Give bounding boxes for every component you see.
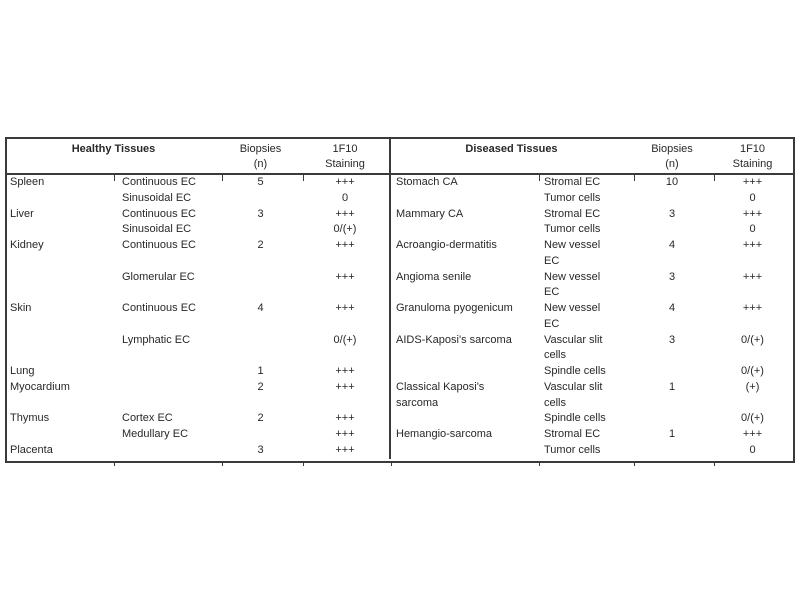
header-line-1f10: 1F10	[739, 143, 766, 155]
table-cell	[7, 396, 112, 412]
table-cell	[389, 317, 537, 333]
table-cell: 3	[668, 207, 676, 220]
table-cell	[112, 380, 220, 396]
table-cell	[220, 191, 301, 207]
table-cell	[112, 396, 220, 412]
header-staining-left	[301, 139, 389, 173]
table-cell: Stromal EC	[544, 176, 601, 188]
table-cell: Angioma senile	[389, 270, 537, 286]
header-healthy-tissues: Healthy Tissues	[71, 143, 156, 155]
table-cell: +++	[335, 270, 355, 283]
table-cell: New vessel	[544, 302, 601, 315]
table-cell: 1	[257, 365, 264, 378]
table-cell: +++	[742, 428, 763, 441]
table-cell: 0/(+)	[741, 365, 764, 378]
grid-tick	[539, 461, 540, 466]
table-cell: Kidney	[10, 239, 44, 252]
grid-tick	[114, 461, 115, 466]
table-cell: 2	[257, 380, 264, 393]
table-cell	[7, 191, 112, 207]
table-cell	[7, 254, 112, 270]
table-cell: Tumor cells	[544, 191, 601, 204]
table-cell: Continuous EC	[122, 302, 196, 315]
table-cell: +++	[335, 428, 355, 441]
table-row	[7, 333, 793, 349]
table-cell: New vessel	[544, 270, 601, 283]
table-cell: +++	[742, 270, 763, 283]
table-cell	[112, 348, 220, 364]
table-cell	[632, 285, 712, 301]
table-cell: cells	[544, 396, 567, 409]
table-cell: Mammary CA	[389, 207, 537, 223]
table-cell: +++	[742, 176, 763, 188]
table-cell	[220, 333, 301, 349]
table-cell	[712, 396, 793, 412]
table-cell	[632, 222, 712, 238]
table-cell	[112, 254, 220, 270]
grid-tick	[634, 461, 635, 466]
table-cell	[220, 222, 301, 238]
table-cell	[632, 396, 712, 412]
table-cell: Medullary EC	[122, 428, 189, 441]
table-cell	[632, 411, 712, 427]
table-cell	[220, 270, 301, 286]
table-cell: (+)	[745, 380, 760, 393]
table-cell	[632, 364, 712, 380]
table-cell: Tumor cells	[544, 223, 601, 236]
table-cell	[389, 348, 537, 364]
grid-tick	[391, 461, 392, 466]
table-cell	[7, 427, 112, 443]
grid-tick	[222, 461, 223, 466]
table-cell: Spindle cells	[544, 365, 606, 378]
table-cell	[220, 396, 301, 412]
table-cell: Sinusoidal EC	[122, 223, 192, 236]
table-cell	[7, 333, 112, 349]
table-cell	[389, 411, 537, 427]
table-cell: Vascular slit	[544, 380, 603, 393]
table-cell: 1	[668, 380, 676, 393]
table-cell	[7, 270, 112, 286]
table-cell: 4	[668, 302, 676, 315]
header-line-n: (n)	[253, 158, 268, 170]
grid-tick	[303, 461, 304, 466]
table-cell	[220, 254, 301, 270]
table-cell	[389, 222, 537, 238]
table-header-row	[7, 139, 793, 175]
table-cell: Acroangio-dermatitis	[389, 238, 537, 254]
table-row	[7, 191, 793, 207]
table-cell	[712, 254, 793, 270]
grid-tick	[714, 173, 715, 181]
table-cell	[301, 285, 389, 301]
table-row	[7, 364, 793, 380]
table-cell: +++	[742, 302, 763, 315]
table-cell: 0/(+)	[741, 333, 764, 346]
table-cell: Stomach CA	[389, 175, 537, 191]
table-cell: +++	[742, 239, 763, 252]
table-cell: Liver	[10, 207, 34, 220]
table-cell: Tumor cells	[544, 444, 601, 457]
table-cell	[301, 254, 389, 270]
table-cell	[712, 285, 793, 301]
table-row	[7, 285, 793, 301]
table-cell: 2	[257, 239, 264, 252]
table-cell	[7, 222, 112, 238]
table-row	[7, 396, 793, 412]
header-biopsies-left	[220, 139, 301, 173]
table-cell: Granuloma pyogenicum	[389, 301, 537, 317]
table-cell: 0	[749, 223, 756, 236]
table-cell: Continuous EC	[122, 207, 196, 220]
grid-tick	[634, 173, 635, 181]
header-line-staining: Staining	[732, 158, 773, 170]
table-row	[7, 427, 793, 443]
table-cell	[632, 348, 712, 364]
table-cell	[7, 348, 112, 364]
grid-tick	[114, 173, 115, 181]
table-cell: 3	[668, 333, 676, 346]
grid-tick	[222, 173, 223, 181]
table-row	[7, 207, 793, 223]
table-row	[7, 254, 793, 270]
table-cell: Hemangio-sarcoma	[389, 427, 537, 443]
table-cell: 0	[749, 444, 756, 457]
table-cell	[632, 191, 712, 207]
table-cell: cells	[544, 349, 567, 362]
table-cell: +++	[335, 444, 355, 457]
table-cell	[7, 317, 112, 333]
table-cell: 4	[257, 302, 264, 315]
table-cell: Vascular slit	[544, 333, 603, 346]
table-cell	[301, 396, 389, 412]
table-cell: +++	[335, 302, 355, 315]
table-cell: Continuous EC	[122, 239, 196, 252]
table-cell	[220, 317, 301, 333]
table-cell: +++	[335, 239, 355, 252]
table-cell	[389, 191, 537, 207]
table-row	[7, 411, 793, 427]
table-row	[7, 348, 793, 364]
table-cell	[712, 317, 793, 333]
table-cell	[112, 317, 220, 333]
table-row	[7, 443, 793, 459]
table-row	[7, 301, 793, 317]
table-cell: Sinusoidal EC	[122, 191, 192, 204]
table-cell	[301, 348, 389, 364]
table-row	[7, 175, 793, 191]
table-cell: 3	[257, 444, 264, 457]
header-line-biopsies: Biopsies	[239, 143, 282, 155]
table-cell	[7, 285, 112, 301]
table-cell: EC	[544, 286, 560, 299]
table-cell: Lymphatic EC	[122, 333, 191, 346]
header-line-staining: Staining	[325, 158, 365, 170]
table-cell: +++	[335, 412, 355, 425]
table-cell: New vessel	[544, 239, 601, 252]
grid-tick	[539, 173, 540, 181]
table-cell: 0/(+)	[333, 223, 357, 236]
table-cell	[712, 348, 793, 364]
table-row	[7, 380, 793, 396]
table-row	[7, 317, 793, 333]
table-cell: +++	[335, 207, 355, 220]
table-cell: +++	[335, 176, 355, 188]
table-cell: 0/(+)	[741, 412, 764, 425]
table-cell	[632, 254, 712, 270]
grid-tick	[303, 173, 304, 181]
table-cell: Thymus	[10, 412, 50, 425]
table-cell: Lung	[10, 365, 35, 378]
table-cell: EC	[544, 317, 560, 330]
header-staining-right	[712, 139, 793, 173]
table-cell: Placenta	[10, 444, 53, 457]
table-cell	[632, 317, 712, 333]
table-cell: Glomerular EC	[122, 270, 195, 283]
table-cell: 5	[257, 176, 264, 188]
table-cell: 3	[668, 270, 676, 283]
table-row	[7, 270, 793, 286]
table-cell: 0	[341, 191, 349, 204]
table-cell: EC	[544, 254, 560, 267]
table-cell	[112, 285, 220, 301]
table-cell: Classical Kaposi's	[389, 380, 537, 396]
table-cell	[220, 348, 301, 364]
table-cell	[632, 443, 712, 459]
table-cell	[220, 285, 301, 301]
table-cell	[220, 427, 301, 443]
table-cell: Continuous EC	[122, 176, 196, 188]
table-cell: Stromal EC	[544, 428, 601, 441]
staining-results-table	[5, 137, 795, 463]
table-cell	[389, 443, 537, 459]
table-cell: sarcoma	[389, 396, 537, 412]
table-cell	[112, 443, 220, 459]
grid-tick	[714, 461, 715, 466]
table-cell: 4	[668, 239, 676, 252]
table-body	[7, 175, 793, 459]
header-biopsies-right	[632, 139, 712, 173]
table-cell: 2	[257, 412, 264, 425]
table-cell	[112, 364, 220, 380]
table-cell: Spleen	[10, 176, 45, 188]
table-cell: AIDS-Kaposi's sarcoma	[389, 333, 537, 349]
table-cell: +++	[335, 365, 355, 378]
table-cell: Skin	[10, 302, 32, 315]
table-cell: 0/(+)	[333, 333, 357, 346]
table-cell: Myocardium	[10, 380, 70, 393]
table-cell	[301, 317, 389, 333]
table-cell	[389, 285, 537, 301]
header-diseased-tissues: Diseased Tissues	[389, 139, 632, 173]
table-cell: 1	[668, 428, 676, 441]
table-cell: +++	[335, 380, 355, 393]
header-line-1f10: 1F10	[332, 143, 358, 155]
table-row	[7, 238, 793, 254]
header-line-biopsies: Biopsies	[651, 143, 693, 155]
header-line-n: (n)	[665, 158, 679, 170]
table-cell: +++	[742, 207, 763, 220]
table-cell: Cortex EC	[122, 412, 173, 425]
table-cell: 3	[257, 207, 264, 220]
table-cell: 10	[665, 176, 679, 188]
table-cell: 0	[749, 191, 756, 204]
table-cell: Spindle cells	[544, 412, 606, 425]
table-cell: Stromal EC	[544, 207, 601, 220]
table-row	[7, 222, 793, 238]
table-cell	[389, 364, 537, 380]
table-cell	[389, 254, 537, 270]
